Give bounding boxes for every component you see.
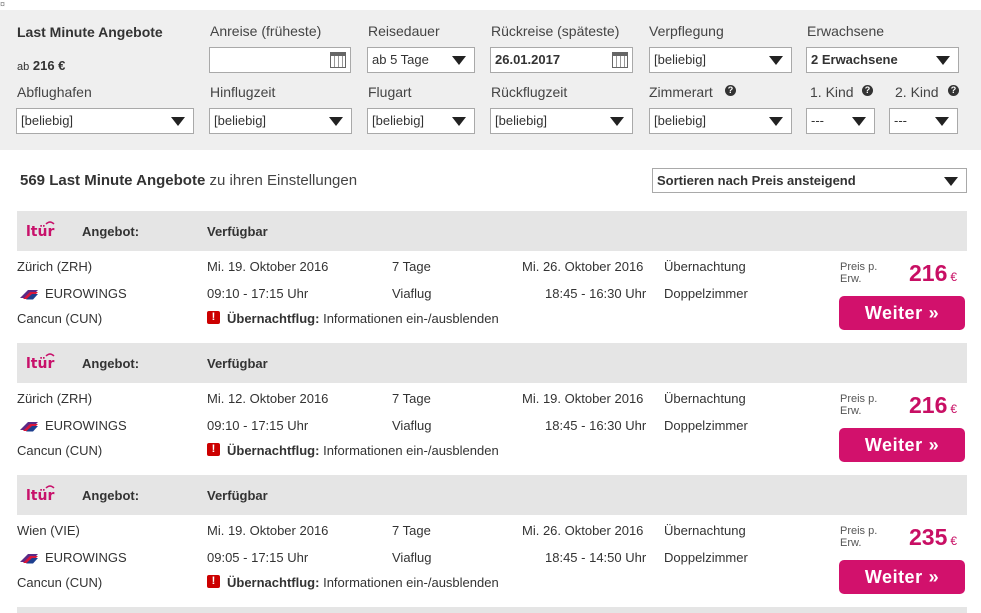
- verpflegung-select[interactable]: [649, 47, 792, 73]
- chevron-down-icon: [769, 56, 783, 65]
- airline-name: EUROWINGS: [45, 286, 127, 301]
- help-icon[interactable]: ?: [725, 85, 736, 96]
- hinflugzeit-select[interactable]: [209, 108, 352, 134]
- weiter-button-label: Weiter: [864, 435, 923, 455]
- next-offer-header: [17, 607, 967, 613]
- price-per-adult-label: Preis p. Erw.: [840, 525, 878, 549]
- search-title: Last Minute Angebote: [17, 24, 163, 40]
- origin-airport: Zürich (ZRH): [17, 259, 93, 274]
- rueckreise-label: Rückreise (späteste): [491, 23, 620, 39]
- results-count: [20, 172, 357, 189]
- kind2-select[interactable]: [889, 108, 958, 134]
- price-value: 216: [909, 392, 948, 418]
- notice-title: Übernachtflug:: [227, 311, 320, 326]
- room-type: Doppelzimmer: [664, 550, 748, 565]
- flugart-value: [beliebig]: [372, 113, 425, 128]
- double-chevron-right-icon: »: [928, 567, 940, 587]
- chevron-down-icon: [452, 56, 466, 65]
- board-type: Übernachtung: [664, 259, 746, 274]
- ltur-logo: [26, 485, 60, 505]
- notice-toggle-link[interactable]: Informationen ein-/ausblenden: [323, 443, 499, 458]
- offer-availability: Verfügbar: [207, 224, 268, 239]
- flight-type: Viaflug: [392, 286, 432, 301]
- kind1-select[interactable]: [806, 108, 875, 134]
- rueckflugzeit-value: [beliebig]: [495, 113, 548, 128]
- rueckflugzeit-select[interactable]: [490, 108, 633, 134]
- zimmerart-label: Zimmerart: [649, 84, 713, 100]
- outbound-time: 09:10 - 17:15 Uhr: [207, 418, 309, 433]
- kind2-label: 2. Kind: [895, 84, 939, 100]
- return-time: 18:45 - 14:50 Uhr: [545, 550, 647, 565]
- results-count-number: 569 Last Minute Angebote: [20, 172, 206, 189]
- board-type: Übernachtung: [664, 391, 746, 406]
- return-date: Mi. 26. Oktober 2016: [522, 523, 644, 538]
- price-currency: €: [950, 270, 958, 284]
- warning-icon: !: [207, 443, 220, 456]
- svg-text:ltür: ltür: [26, 488, 55, 504]
- weiter-button-label: Weiter: [864, 567, 923, 587]
- verpflegung-value: [beliebig]: [654, 52, 707, 67]
- reisedauer-label: Reisedauer: [368, 23, 440, 39]
- kind1-label: 1. Kind: [810, 84, 854, 100]
- zimmerart-select[interactable]: [649, 108, 792, 134]
- calendar-icon[interactable]: [330, 52, 346, 68]
- help-icon[interactable]: ?: [862, 85, 873, 96]
- offer-header: [17, 343, 967, 383]
- hinflugzeit-label: Hinflugzeit: [210, 84, 276, 100]
- return-date: Mi. 19. Oktober 2016: [522, 391, 644, 406]
- price-currency: €: [950, 534, 958, 548]
- double-chevron-right-icon: »: [928, 435, 940, 455]
- outbound-time: 09:10 - 17:15 Uhr: [207, 286, 309, 301]
- warning-icon: !: [207, 575, 220, 588]
- notice-title: Übernachtflug:: [227, 443, 320, 458]
- chevron-down-icon: [171, 117, 185, 126]
- warning-icon: !: [207, 311, 220, 324]
- destination-airport: Cancun (CUN): [17, 311, 103, 326]
- abflughafen-value: [beliebig]: [21, 113, 74, 128]
- price-per-adult-label: Preis p. Erw.: [840, 261, 878, 285]
- eurowings-logo-icon: [19, 420, 39, 432]
- double-chevron-right-icon: »: [928, 303, 940, 323]
- return-time: 18:45 - 16:30 Uhr: [545, 286, 647, 301]
- room-type: Doppelzimmer: [664, 286, 748, 301]
- destination-airport: Cancun (CUN): [17, 443, 103, 458]
- price-per-adult-label: Preis p. Erw.: [840, 393, 878, 417]
- notice-title: Übernachtflug:: [227, 575, 320, 590]
- origin-airport: Zürich (ZRH): [17, 391, 93, 406]
- reisedauer-select[interactable]: [367, 47, 475, 73]
- chevron-down-icon: [935, 117, 949, 126]
- overnight-flight-notice[interactable]: [227, 443, 499, 458]
- weiter-button[interactable]: [839, 296, 965, 330]
- offer-availability: Verfügbar: [207, 488, 268, 503]
- kind2-value: ---: [894, 113, 907, 128]
- trip-duration: 7 Tage: [392, 259, 431, 274]
- chevron-down-icon: [852, 117, 866, 126]
- outbound-time: 09:05 - 17:15 Uhr: [207, 550, 309, 565]
- offer-card: [0, 211, 981, 343]
- kind1-value: ---: [811, 113, 824, 128]
- chevron-down-icon: [944, 177, 958, 186]
- price-value: 216: [909, 260, 948, 286]
- weiter-button-label: Weiter: [864, 303, 923, 323]
- offer-header: [17, 475, 967, 515]
- offer-header: [17, 211, 967, 251]
- abflughafen-select[interactable]: [16, 108, 194, 134]
- offer-label: Angebot:: [82, 356, 140, 371]
- help-icon[interactable]: ?: [948, 85, 959, 96]
- from-prefix: ab: [17, 61, 30, 73]
- return-date: Mi. 26. Oktober 2016: [522, 259, 644, 274]
- chevron-down-icon: [329, 117, 343, 126]
- abflughafen-label: Abflughafen: [17, 84, 92, 100]
- search-panel: [0, 10, 981, 150]
- trip-duration: 7 Tage: [392, 523, 431, 538]
- board-type: Übernachtung: [664, 523, 746, 538]
- offer-label: Angebot:: [82, 224, 140, 239]
- flight-type: Viaflug: [392, 418, 432, 433]
- offer-label: Angebot:: [82, 488, 140, 503]
- sort-value: Sortieren nach Preis ansteigend: [657, 173, 856, 188]
- outbound-date: Mi. 12. Oktober 2016: [207, 391, 329, 406]
- room-type: Doppelzimmer: [664, 418, 748, 433]
- anreise-label: Anreise (früheste): [210, 23, 322, 39]
- flugart-label: Flugart: [368, 84, 412, 100]
- eurowings-logo-icon: [19, 288, 39, 300]
- ltur-logo: [26, 353, 60, 373]
- chevron-down-icon: [936, 56, 950, 65]
- anreise-date-input[interactable]: [209, 47, 351, 73]
- weiter-button[interactable]: [839, 560, 965, 594]
- rueckreise-value: 26.01.2017: [495, 52, 561, 67]
- erwachsene-value: 2 Erwachsene: [811, 52, 898, 67]
- reisedauer-value: ab 5 Tage: [372, 52, 429, 67]
- destination-airport: Cancun (CUN): [17, 575, 103, 590]
- price-currency: €: [950, 402, 958, 416]
- outbound-date: Mi. 19. Oktober 2016: [207, 259, 329, 274]
- corner-glyph: ¤: [0, 0, 6, 9]
- offer-price: [909, 260, 957, 287]
- notice-toggle-link[interactable]: Informationen ein-/ausblenden: [323, 575, 499, 590]
- flugart-select[interactable]: [367, 108, 475, 134]
- zimmerart-value: [beliebig]: [654, 113, 707, 128]
- hinflugzeit-value: [beliebig]: [214, 113, 267, 128]
- offer-availability: Verfügbar: [207, 356, 268, 371]
- chevron-down-icon: [452, 117, 466, 126]
- trip-duration: 7 Tage: [392, 391, 431, 406]
- offer-price: [909, 524, 957, 551]
- rueckflugzeit-label: Rückflugzeit: [491, 84, 568, 100]
- chevron-down-icon: [610, 117, 624, 126]
- airline-name: EUROWINGS: [45, 550, 127, 565]
- erwachsene-label: Erwachsene: [807, 23, 885, 39]
- outbound-date: Mi. 19. Oktober 2016: [207, 523, 329, 538]
- weiter-button[interactable]: [839, 428, 965, 462]
- flight-type: Viaflug: [392, 550, 432, 565]
- svg-text:ltür: ltür: [26, 224, 55, 240]
- airline-name: EUROWINGS: [45, 418, 127, 433]
- offer-card: [0, 475, 981, 607]
- results-count-suffix: zu ihren Einstellungen: [209, 172, 358, 189]
- rueckreise-date-input[interactable]: [490, 47, 633, 73]
- erwachsene-select[interactable]: [806, 47, 959, 73]
- ltur-logo: [26, 221, 60, 241]
- from-price: [17, 58, 65, 73]
- origin-airport: Wien (VIE): [17, 523, 80, 538]
- overnight-flight-notice[interactable]: [227, 575, 499, 590]
- calendar-icon[interactable]: [612, 52, 628, 68]
- offer-price: [909, 392, 957, 419]
- svg-text:ltür: ltür: [26, 356, 55, 372]
- chevron-down-icon: [769, 117, 783, 126]
- from-price-value: 216 €: [32, 58, 66, 73]
- overnight-flight-notice[interactable]: [227, 311, 499, 326]
- notice-toggle-link[interactable]: Informationen ein-/ausblenden: [323, 311, 499, 326]
- verpflegung-label: Verpflegung: [649, 23, 724, 39]
- sort-select[interactable]: [652, 168, 967, 193]
- price-value: 235: [909, 524, 948, 550]
- offer-card: [0, 343, 981, 475]
- eurowings-logo-icon: [19, 552, 39, 564]
- return-time: 18:45 - 16:30 Uhr: [545, 418, 647, 433]
